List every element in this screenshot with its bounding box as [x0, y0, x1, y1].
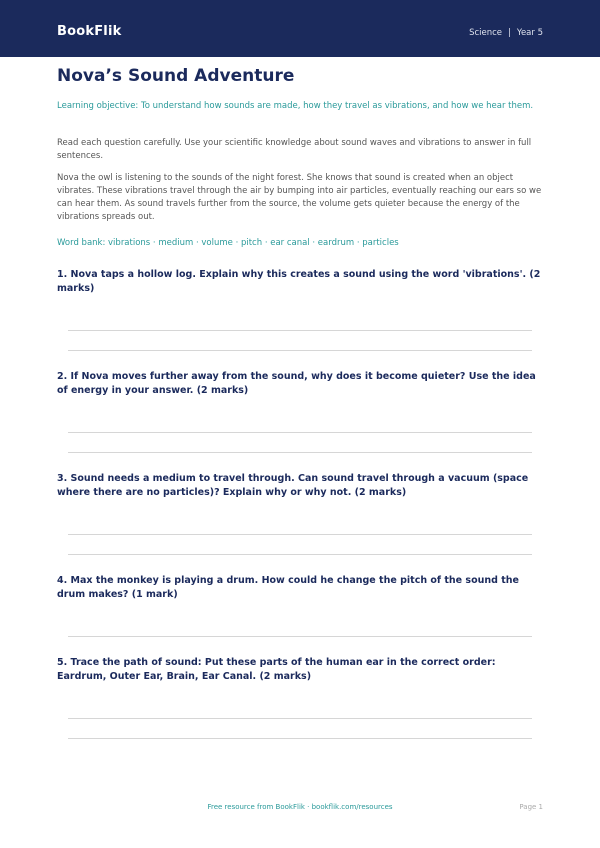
- question-text: 2. If Nova moves further away from the sound, why does it become quieter? Use the idea of energy in your answer. (2 marks): [57, 371, 536, 396]
- answer-line[interactable]: [68, 350, 532, 351]
- page-number: Page 1: [519, 803, 543, 811]
- question-5: [57, 656, 543, 684]
- page-header: [0, 0, 600, 57]
- question-1: [57, 268, 543, 296]
- question-2: [57, 370, 543, 398]
- question-text: 1. Nova taps a hollow log. Explain why this creates a sound using the word 'vibrations'. (2 marks): [57, 269, 541, 294]
- instructions: Read each question carefully. Use your scientific knowledge about sound waves and vibrations to answer in full sentences.: [57, 138, 532, 161]
- question-4: [57, 574, 543, 602]
- page-title: Nova’s Sound Adventure: [57, 66, 295, 86]
- answer-line[interactable]: [68, 554, 532, 555]
- answer-line[interactable]: [68, 738, 532, 739]
- footer-resource-link[interactable]: Free resource from BookFlik · bookflik.com/resources: [207, 803, 393, 811]
- answer-line[interactable]: [68, 718, 532, 719]
- learning-objective: Learning objective: To understand how sounds are made, how they travel as vibrations, and how we hear them.: [57, 101, 534, 111]
- question-3: [57, 472, 543, 500]
- question-text: 3. Sound needs a medium to travel through. Can sound travel through a vacuum (space where there are no particles)? Explain why or why not. (2 marks): [57, 473, 529, 498]
- answer-line[interactable]: [68, 432, 532, 433]
- subject-meta: [469, 28, 543, 38]
- question-text: 5. Trace the path of sound: Put these parts of the human ear in the correct order: Eardrum, Outer Ear, Brain, Ear Canal. (2 marks): [57, 657, 496, 682]
- meta-separator: |: [508, 28, 511, 38]
- story-paragraph: Nova the owl is listening to the sounds of the night forest. She knows that sound is created when an object vibrates. These vibrations travel through the air by bumping into air particles, eventually reaching our ears so we can hear them. As sound travels further from the source, the volume gets quieter because the energy of the vibrations spreads out.: [57, 173, 542, 222]
- year-label: Year 5: [516, 28, 543, 38]
- brand-logo: BookFlik: [57, 24, 122, 39]
- answer-line[interactable]: [68, 452, 532, 453]
- answer-line[interactable]: [68, 534, 532, 535]
- question-text: 4. Max the monkey is playing a drum. How could he change the pitch of the sound the drum makes? (1 mark): [57, 575, 519, 600]
- answer-line[interactable]: [68, 330, 532, 331]
- answer-line[interactable]: [68, 636, 532, 637]
- word-bank: Word bank: vibrations · medium · volume · pitch · ear canal · eardrum · particles: [57, 238, 399, 248]
- subject-label: Science: [469, 28, 503, 38]
